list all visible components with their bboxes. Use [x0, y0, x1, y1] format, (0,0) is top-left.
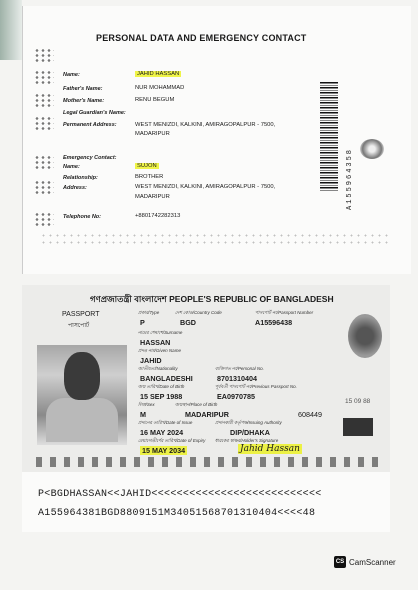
- sex-value: M: [140, 410, 146, 419]
- father-value: NUR MOHAMMAD: [135, 85, 185, 91]
- relationship-label: Relationship:: [63, 175, 98, 181]
- holder-signature: Jahid Hassan: [240, 444, 300, 454]
- passport-label-bn: পাসপোর্ট: [68, 323, 90, 329]
- mother-label: Mother's Name:: [63, 98, 105, 104]
- contact-address-line1: WEST MENIZDI, KALKINI, AMIRAGOPALPUR - 7500,: [135, 184, 276, 190]
- braille-dots: [34, 180, 54, 194]
- surname-value: HASSAN: [140, 338, 171, 347]
- barcode: [320, 82, 338, 192]
- country-label: দেশ কোড/Country Code: [175, 310, 222, 315]
- ghost-signature-box: [343, 418, 373, 436]
- given-name-value: JAHID: [140, 356, 162, 365]
- camscanner-label: CamScanner: [349, 557, 396, 567]
- hologram-seal: [360, 139, 384, 159]
- address-label: Permanent Address:: [63, 122, 117, 128]
- authority-value: DIP/DHAKA: [230, 428, 270, 437]
- expiry-date-label: মেয়াদোত্তীর্ণের তারিখ/Date of Expiry: [138, 438, 206, 443]
- nationality-value: BANGLADESHI: [140, 374, 193, 383]
- prev-passport-label: পূর্ববর্তী পাসপোর্ট নং/Previous Passport No.: [215, 384, 297, 389]
- phone-label: Telephone No:: [63, 214, 101, 220]
- passport-header: গণপ্রজাতন্ত্রী বাংলাদেশ PEOPLE'S REPUBLIC OF BANGLADESH: [90, 294, 334, 304]
- contact-name-label: Name:: [63, 164, 80, 170]
- authority-label: প্রদানকারী কর্তৃপক্ষ/Issuing Authority: [215, 420, 282, 425]
- braille-dots: [34, 93, 54, 107]
- ghost-image-number: 15 09 88: [345, 398, 371, 405]
- country-value: BGD: [180, 318, 196, 327]
- side-number: 608449: [298, 410, 322, 419]
- mrz-line-2: A155964381BGD8809151M3405156870131040​4<<<<48: [38, 508, 316, 519]
- mother-value: RENU BEGUM: [135, 97, 175, 103]
- braille-dots: [34, 155, 54, 169]
- contact-name-value: SUJON: [137, 163, 157, 169]
- photo-face: [64, 352, 100, 400]
- camscanner-watermark: [334, 556, 396, 568]
- passport-pattern: [36, 457, 386, 467]
- braille-dots: [34, 70, 54, 84]
- security-pattern: [40, 232, 390, 246]
- prev-passport-value: EA0970785: [217, 392, 255, 401]
- dob-value: 15 SEP 1988: [140, 392, 183, 401]
- phone-value: +8801742282313: [135, 213, 181, 219]
- guardian-label: Legal Guardian's Name:: [63, 110, 126, 116]
- surname-label: নামের শেষাংশ/Surname: [138, 330, 183, 335]
- page-title: PERSONAL DATA AND EMERGENCY CONTACT: [96, 33, 307, 43]
- address-line1: WEST MENIZDI, KALKINI, AMIRAGOPALPUR - 7500,: [135, 122, 276, 128]
- signature-label: ধারকের স্বাক্ষর/Holder's Signature: [215, 438, 279, 443]
- sex-label: লিঙ্গ/Sex: [138, 402, 155, 407]
- dob-label: জন্ম তারিখ/Date of Birth: [138, 384, 185, 389]
- expiry-date-value: 15 MAY 2034: [142, 446, 186, 455]
- name-label: Name:: [63, 72, 80, 78]
- passport-label: PASSPORT: [62, 311, 100, 318]
- booklet-number: A155964358: [346, 147, 354, 210]
- contact-address-line2: MADARIPUR: [135, 194, 170, 200]
- page-edge-shadow: [0, 0, 22, 60]
- type-label: প্রকার/Type: [138, 310, 160, 315]
- type-value: P: [140, 318, 145, 327]
- given-name-label: প্রদত্ত নাম/Given Name: [138, 348, 181, 353]
- personal-no-label: ব্যক্তিগত নং/Personal No.: [215, 366, 264, 371]
- father-label: Father's Name:: [63, 86, 103, 92]
- passport-number-label: পাসপোর্ট নং/Passport Number: [255, 310, 314, 315]
- ghost-crest: [348, 314, 382, 358]
- camscanner-logo: CS: [334, 556, 346, 568]
- photo-shirt: [46, 398, 118, 442]
- name-value: JAHID HASSAN: [137, 71, 180, 77]
- contact-address-label: Address:: [63, 185, 87, 191]
- braille-dots: [34, 116, 54, 130]
- pob-label: জন্মস্থান/Place of Birth: [175, 402, 218, 407]
- mrz-line-1: P<BGDHASSAN<<JAHID<<<<<<<<<<<<<<<<<<<<<<<<<<<: [38, 489, 322, 500]
- address-line2: MADARIPUR: [135, 131, 170, 137]
- issue-date-label: প্রদানের তারিখ/Date of Issue: [138, 420, 193, 425]
- nationality-label: জাতীয়তা/Nationality: [138, 366, 178, 371]
- mrz-zone: [22, 472, 390, 532]
- issue-date-value: 16 MAY 2024: [140, 428, 184, 437]
- emergency-contact-label: Emergency Contact:: [63, 155, 117, 161]
- braille-dots: [34, 48, 54, 62]
- personal-no-value: 8701310404: [217, 374, 257, 383]
- passport-number-value: A15596438: [255, 318, 293, 327]
- relationship-value: BROTHER: [135, 174, 164, 180]
- braille-dots: [34, 212, 54, 226]
- pob-value: MADARIPUR: [185, 410, 229, 419]
